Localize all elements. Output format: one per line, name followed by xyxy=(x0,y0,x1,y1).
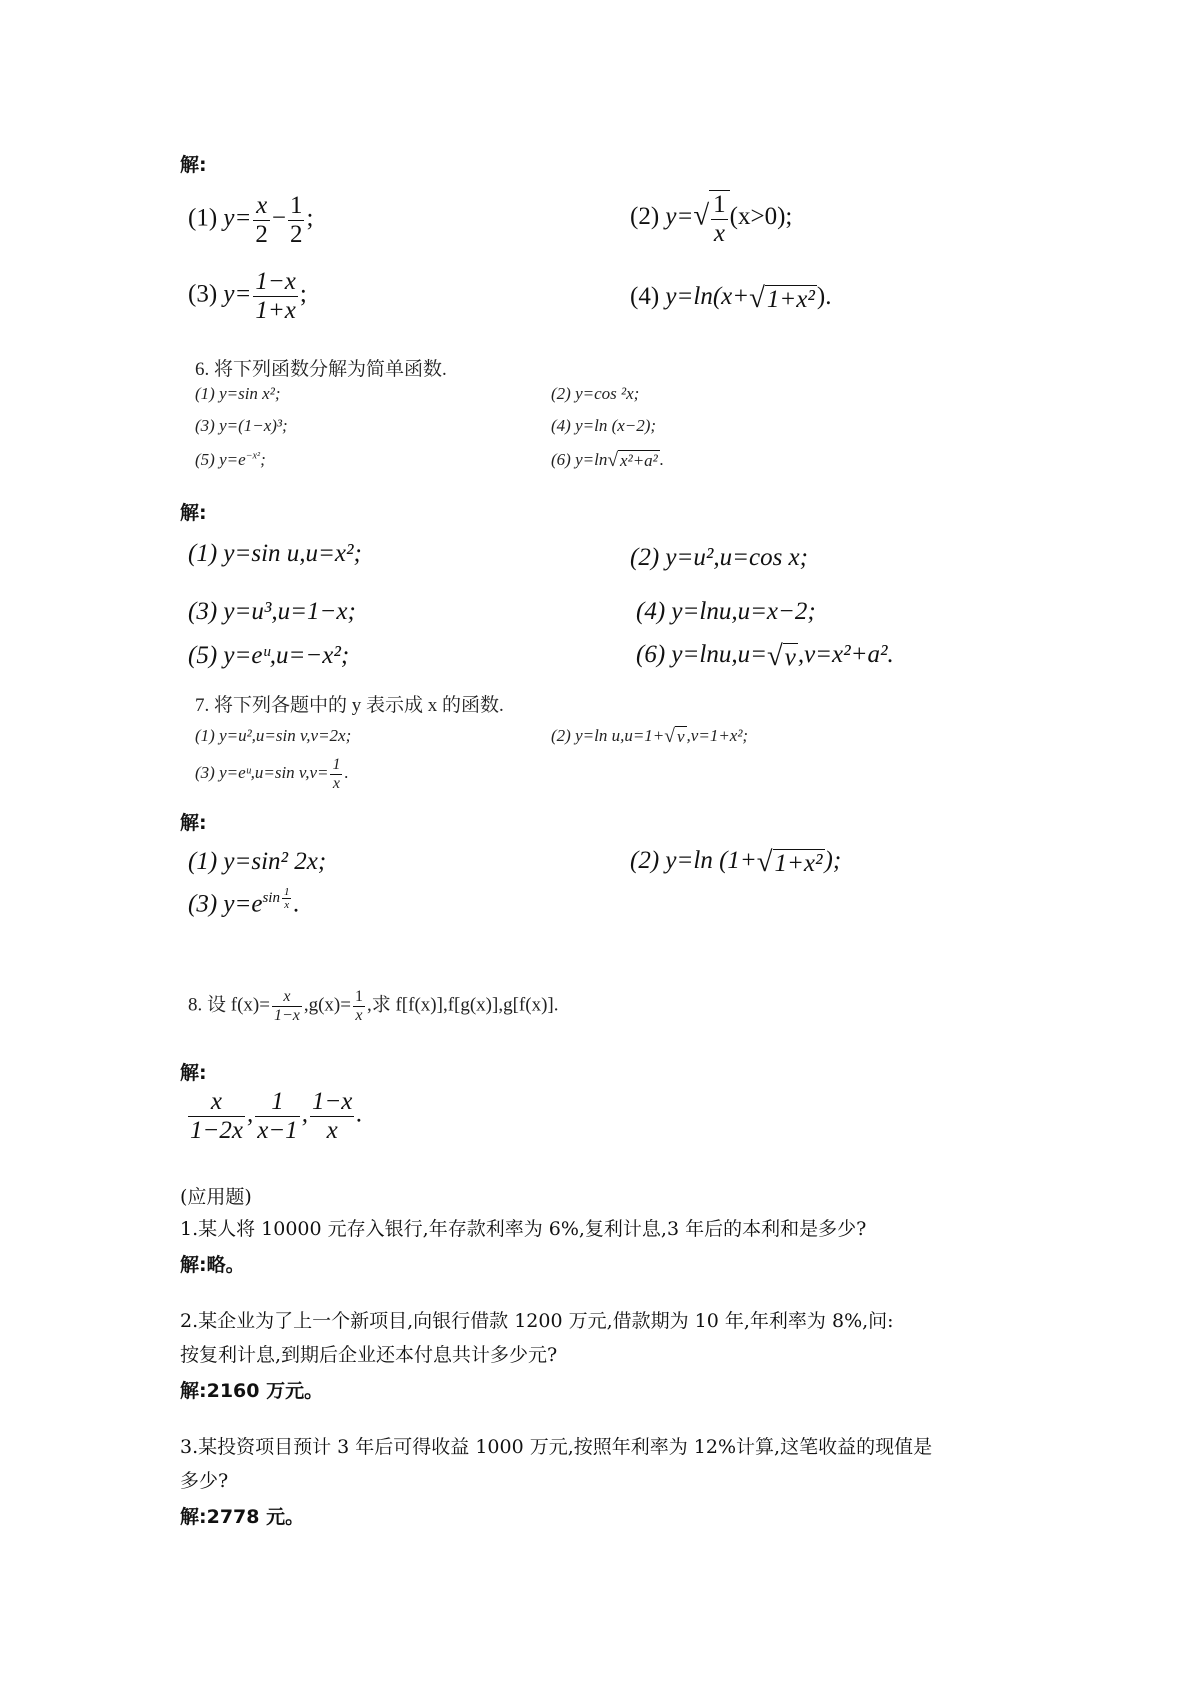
answer-6-5: (5) y=eᵘ,u=−x²; xyxy=(188,642,350,669)
eq-prefix: y= xyxy=(223,204,252,232)
answer-7-2: (2) y=ln (1+√1+x²); xyxy=(630,846,842,878)
answer-7-3: (3) $y=e^{sin \frac{1}{x}}$ . xyxy=(188,886,300,918)
radical: √1+x² xyxy=(749,282,815,314)
q6-item-4: (4) y=ln (x−2); xyxy=(551,416,657,435)
q6-item-1: (1) y=sin x²; xyxy=(195,384,281,403)
solution-label-2: 解: xyxy=(180,502,207,524)
answer-6-4: (4) y=lnu,u=x−2; xyxy=(636,598,816,625)
applied-heading: (应用题) xyxy=(180,1186,252,1208)
problem-2-line-2: 按复利计息,到期后企业还本付息共计多少元? xyxy=(180,1344,558,1366)
problem-3-line-2: 多少? xyxy=(180,1470,229,1492)
radical: √ $\frac{1}{x}$ xyxy=(693,190,729,247)
item-number: (1) xyxy=(188,204,218,232)
problem-1: 1.某人将 10000 元存入银行,年存款利率为 6%,复利计息,3 年后的本利和是多少? xyxy=(180,1218,867,1240)
question-7-title: 7. 将下列各题中的 y 表示成 x 的函数. xyxy=(195,695,504,716)
q6-item-6: (6) y=ln√ x²+a² . xyxy=(551,450,665,472)
question-8: 8. 设 f(x)= $\frac{x}{1-x}$ ,g(x)= $\frac{1}{x}$ ,求 f[f(x)],f[g(x)],g[f(x)]. xyxy=(188,988,559,1024)
problem-3-line-1: 3.某投资项目预计 3 年后可得收益 1000 万元,按照年利率为 12%计算,这笔收益的现值是 xyxy=(180,1436,933,1458)
q7-item-1: (1) y=u²,u=sin v,v=2x; xyxy=(195,726,352,745)
answer-6-3: (3) y=u³,u=1−x; xyxy=(188,598,356,625)
answer-1-1: (1) y= $\frac{x}{2}$ − $\frac{1}{2}$ ; xyxy=(188,192,314,248)
answer-1-2: (2) y=√ $\frac{1}{x}$ (x>0); xyxy=(630,191,793,247)
answer-6-1: (1) y=sin u,u=x²; xyxy=(188,540,362,567)
q6-item-2: (2) y=cos ²x; xyxy=(551,384,640,403)
fraction: $\frac{1}{2}$ xyxy=(289,192,303,248)
problem-2-answer: 解:2160 万元。 xyxy=(180,1380,324,1402)
solution-label-4: 解: xyxy=(180,1062,207,1084)
q6-item-3: (3) y=(1−x)³; xyxy=(195,416,288,435)
question-6-title: 6. 将下列函数分解为简单函数. xyxy=(195,359,447,380)
solution-label-3: 解: xyxy=(180,812,207,834)
answer-7-1: (1) y=sin² 2x; xyxy=(188,848,327,875)
q7-item-2: (2) y=ln u,u=1+√ v ,v=1+x²; xyxy=(551,726,749,748)
q6-item-5: (5) $y=e^{-x^2}$; xyxy=(195,450,266,469)
answer-1-4: (4) y=ln(x+√1+x²). xyxy=(630,282,832,314)
answer-8: $\frac{x}{1-2x}$ , $\frac{1}{x-1}$ , $\frac{1-x}{x}$ . xyxy=(190,1088,363,1144)
fraction: $\frac{1-x}{1+x}$ xyxy=(255,268,296,324)
answer-6-2: (2) y=u²,u=cos x; xyxy=(630,544,808,571)
solution-label-1: 解: xyxy=(180,154,207,176)
problem-3-answer: 解:2778 元。 xyxy=(180,1506,305,1528)
problem-2-line-1: 2.某企业为了上一个新项目,向银行借款 1200 万元,借款期为 10 年,年利率为 8%,问: xyxy=(180,1310,894,1332)
answer-1-3: (3) y= $\frac{1-x}{1+x}$ ; xyxy=(188,268,307,324)
problem-1-answer: 解:略。 xyxy=(180,1254,245,1276)
fraction: $\frac{x}{2}$ xyxy=(255,192,268,248)
q7-item-3: (3) y=eᵘ,u=sin v,v= $\frac{1}{x}$ . xyxy=(195,756,349,792)
answer-6-6: (6) y=lnu,u=√v,v=x²+a². xyxy=(636,640,894,672)
